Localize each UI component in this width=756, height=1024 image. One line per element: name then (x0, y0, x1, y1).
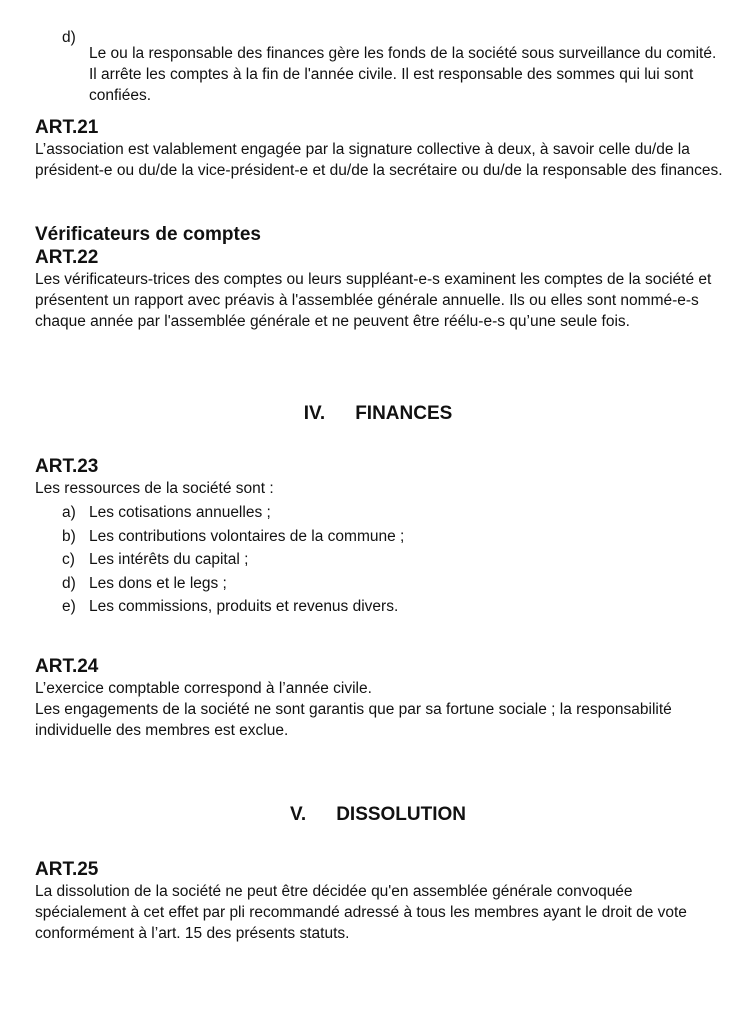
article-22 (35, 223, 725, 332)
article-text: Les vérificateurs-trices des comptes ou leurs suppléant-e-s examinent les comptes de la société et présentent un rapport avec préavis à l'assemblée générale annuelle. Ils ou elles sont nommé-e-s chaque année par l'assemblée générale et ne peuvent être réélu-e-s qu’une seule fois. (35, 271, 712, 330)
section-title: DISSOLUTION (336, 804, 467, 825)
list-item-letter: e) (62, 598, 76, 615)
article-24 (35, 655, 725, 741)
list-item-text: Les dons et le legs ; (89, 574, 227, 592)
article-text: La dissolution de la société ne peut être décidée qu'en assemblée générale convoquée spécialement à cet effet par pli recommandé adressé à tous les membres ayant le droit de vote conformément à l’art. 15 des présents statuts. (35, 883, 687, 942)
list-item (35, 525, 725, 549)
article-title: ART.22 (35, 247, 99, 268)
article-text: L’association est valablement engagée par la signature collective à deux, à savoir celle du/de la président-e ou du/de la vice-président-e et du/de la secrétaire ou du/de la responsable des finances. (35, 141, 723, 179)
list-item-text: Les commissions, produits et revenus divers. (89, 598, 399, 615)
resources-list (35, 501, 725, 619)
list-item-letter: b) (62, 527, 76, 545)
article-text-line2: Les engagements de la société ne sont garantis que par sa fortune sociale ; la responsabilité individuelle des membres est exclue. (35, 701, 672, 739)
article-title: ART.25 (35, 859, 99, 880)
list-item-letter: d) (62, 29, 76, 46)
subsection-heading: Vérificateurs de comptes (35, 224, 261, 245)
list-item-letter: c) (62, 551, 75, 568)
article-25 (35, 858, 725, 944)
list-item-text: Les contributions volontaires de la commune ; (89, 527, 405, 545)
section-number: V. (289, 804, 307, 825)
section-heading-dissolution (0, 803, 756, 826)
article-title: ART.24 (35, 656, 99, 677)
list-item (35, 501, 725, 525)
article-23 (35, 455, 725, 619)
list-item-letter: d) (62, 574, 76, 592)
section-number: IV. (303, 403, 326, 424)
list-item (35, 27, 725, 121)
article-text-line1: L’exercice comptable correspond à l’année civile. (35, 680, 372, 697)
section-heading-finances (0, 402, 756, 425)
list-item-text: Les intérêts du capital ; (89, 551, 249, 568)
article-intro: Les ressources de la société sont : (35, 480, 274, 497)
list-item (35, 572, 725, 596)
section-title: FINANCES (355, 403, 453, 424)
list-item (35, 548, 725, 572)
list-item (35, 595, 725, 619)
list-item-text: Les cotisations annuelles ; (89, 504, 271, 521)
article-21 (35, 116, 725, 181)
article-title: ART.21 (35, 117, 99, 138)
article-title: ART.23 (35, 456, 99, 477)
list-item-text: Le ou la responsable des finances gère les fonds de la société sous surveillance du comité. Il arrête les comptes à la fin de l'année civile. Il est responsable des sommes qui lui sont confiées. (89, 44, 717, 104)
list-item-letter: a) (62, 504, 76, 521)
